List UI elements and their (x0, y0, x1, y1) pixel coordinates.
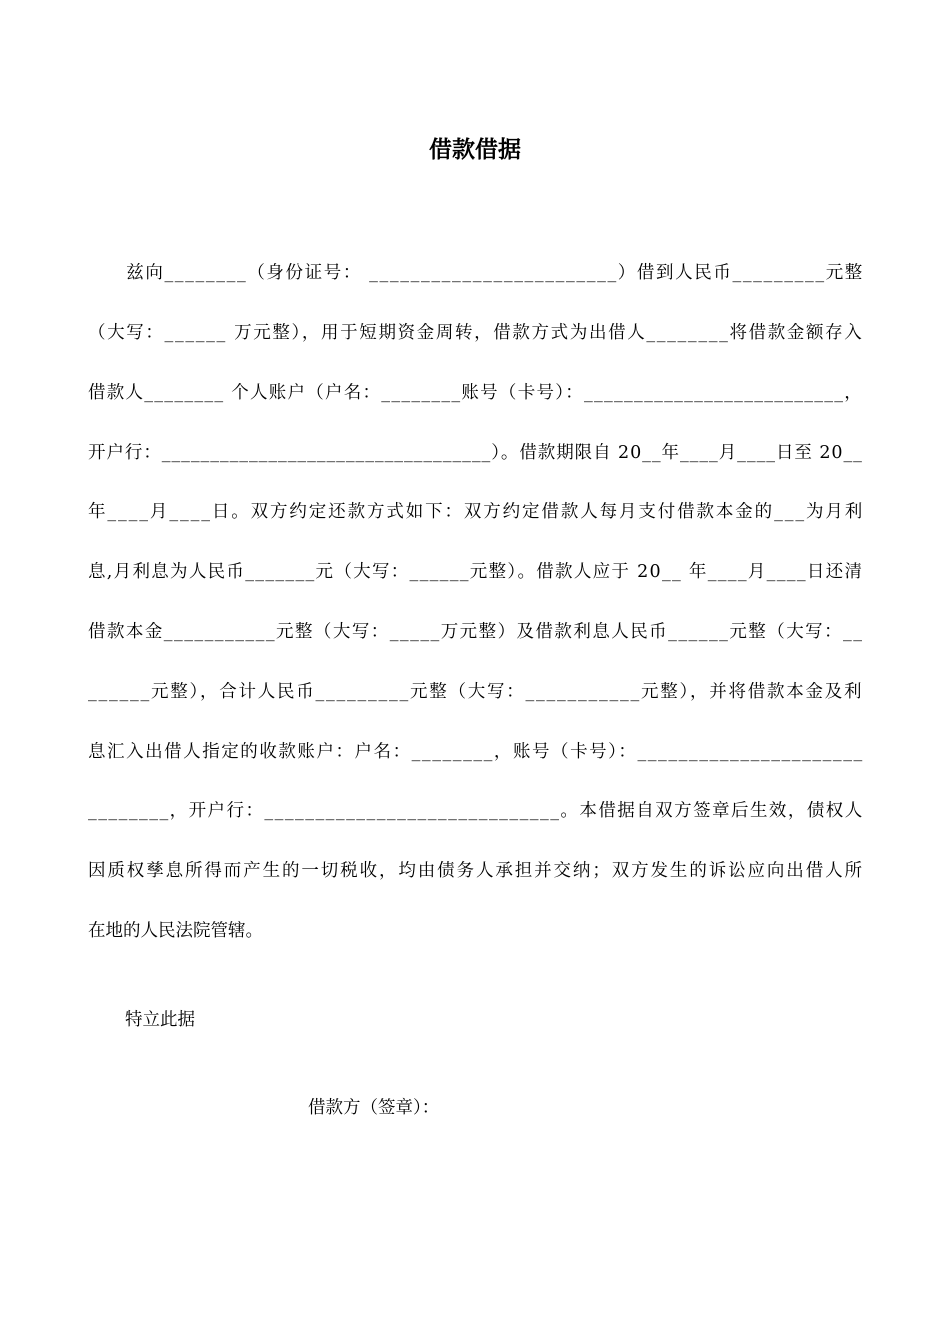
body-line-text: 因质权孳息所得而产生的一切税收，均由债务人承担并交纳；双方发生的诉讼应向出借人所 (88, 861, 864, 881)
body-line-text: 息汇入出借人指定的收款账户：户名：________，账号（卡号）：______________________ (88, 742, 864, 762)
body-line-text: （大写：______ 万元整），用于短期资金周转，借款方式为出借人________将借款金额存入 (88, 323, 864, 343)
body-line-1 (88, 260, 862, 286)
body-line-11 (88, 858, 862, 884)
signature-label: 借款方（签章）： (308, 1098, 440, 1118)
body-line-9 (88, 739, 862, 765)
body-line-3 (88, 380, 862, 406)
body-line-text: ______元整），合计人民币_________元整（大写：___________元整），并将借款本金及利 (88, 682, 864, 702)
body-line-2 (88, 320, 862, 346)
closing-text: 特立此据 (125, 1010, 195, 1030)
body-line-text: 开户行：__________________________________）。借款期限自 20__年____月____日至 20__ (88, 443, 863, 463)
body-line-12 (88, 918, 862, 944)
body-line-text: 在地的人民法院管辖。 (88, 921, 263, 941)
body-line-text: 年____月____日。双方约定还款方式如下：双方约定借款人每月支付借款本金的___为月利 (88, 502, 865, 522)
body-line-8 (88, 679, 862, 705)
body-line-text: 借款本金___________元整（大写：_____万元整）及借款利息人民币______元整（大写：__ (88, 622, 864, 642)
body-line-text: 借款人________ 个人账户（户名：________账号（卡号）：__________________________， (88, 383, 864, 403)
body-line-text: ________，开户行：_____________________________。本借据自双方签章后生效，债权人 (88, 801, 864, 821)
body-line-7 (88, 619, 862, 645)
body-line-text: 息,月利息为人民币_______元（大写：______元整）。借款人应于 20__ 年____月____日还清 (88, 562, 864, 582)
body-line-6 (88, 559, 862, 585)
body-line-10 (88, 798, 862, 824)
body-line-4 (88, 440, 862, 466)
body-line-5 (88, 499, 865, 525)
document-title: 借款借据 (429, 137, 521, 163)
body-line-text: 兹向________（身份证号： ________________________）借到人民币_________元整 (88, 263, 864, 283)
